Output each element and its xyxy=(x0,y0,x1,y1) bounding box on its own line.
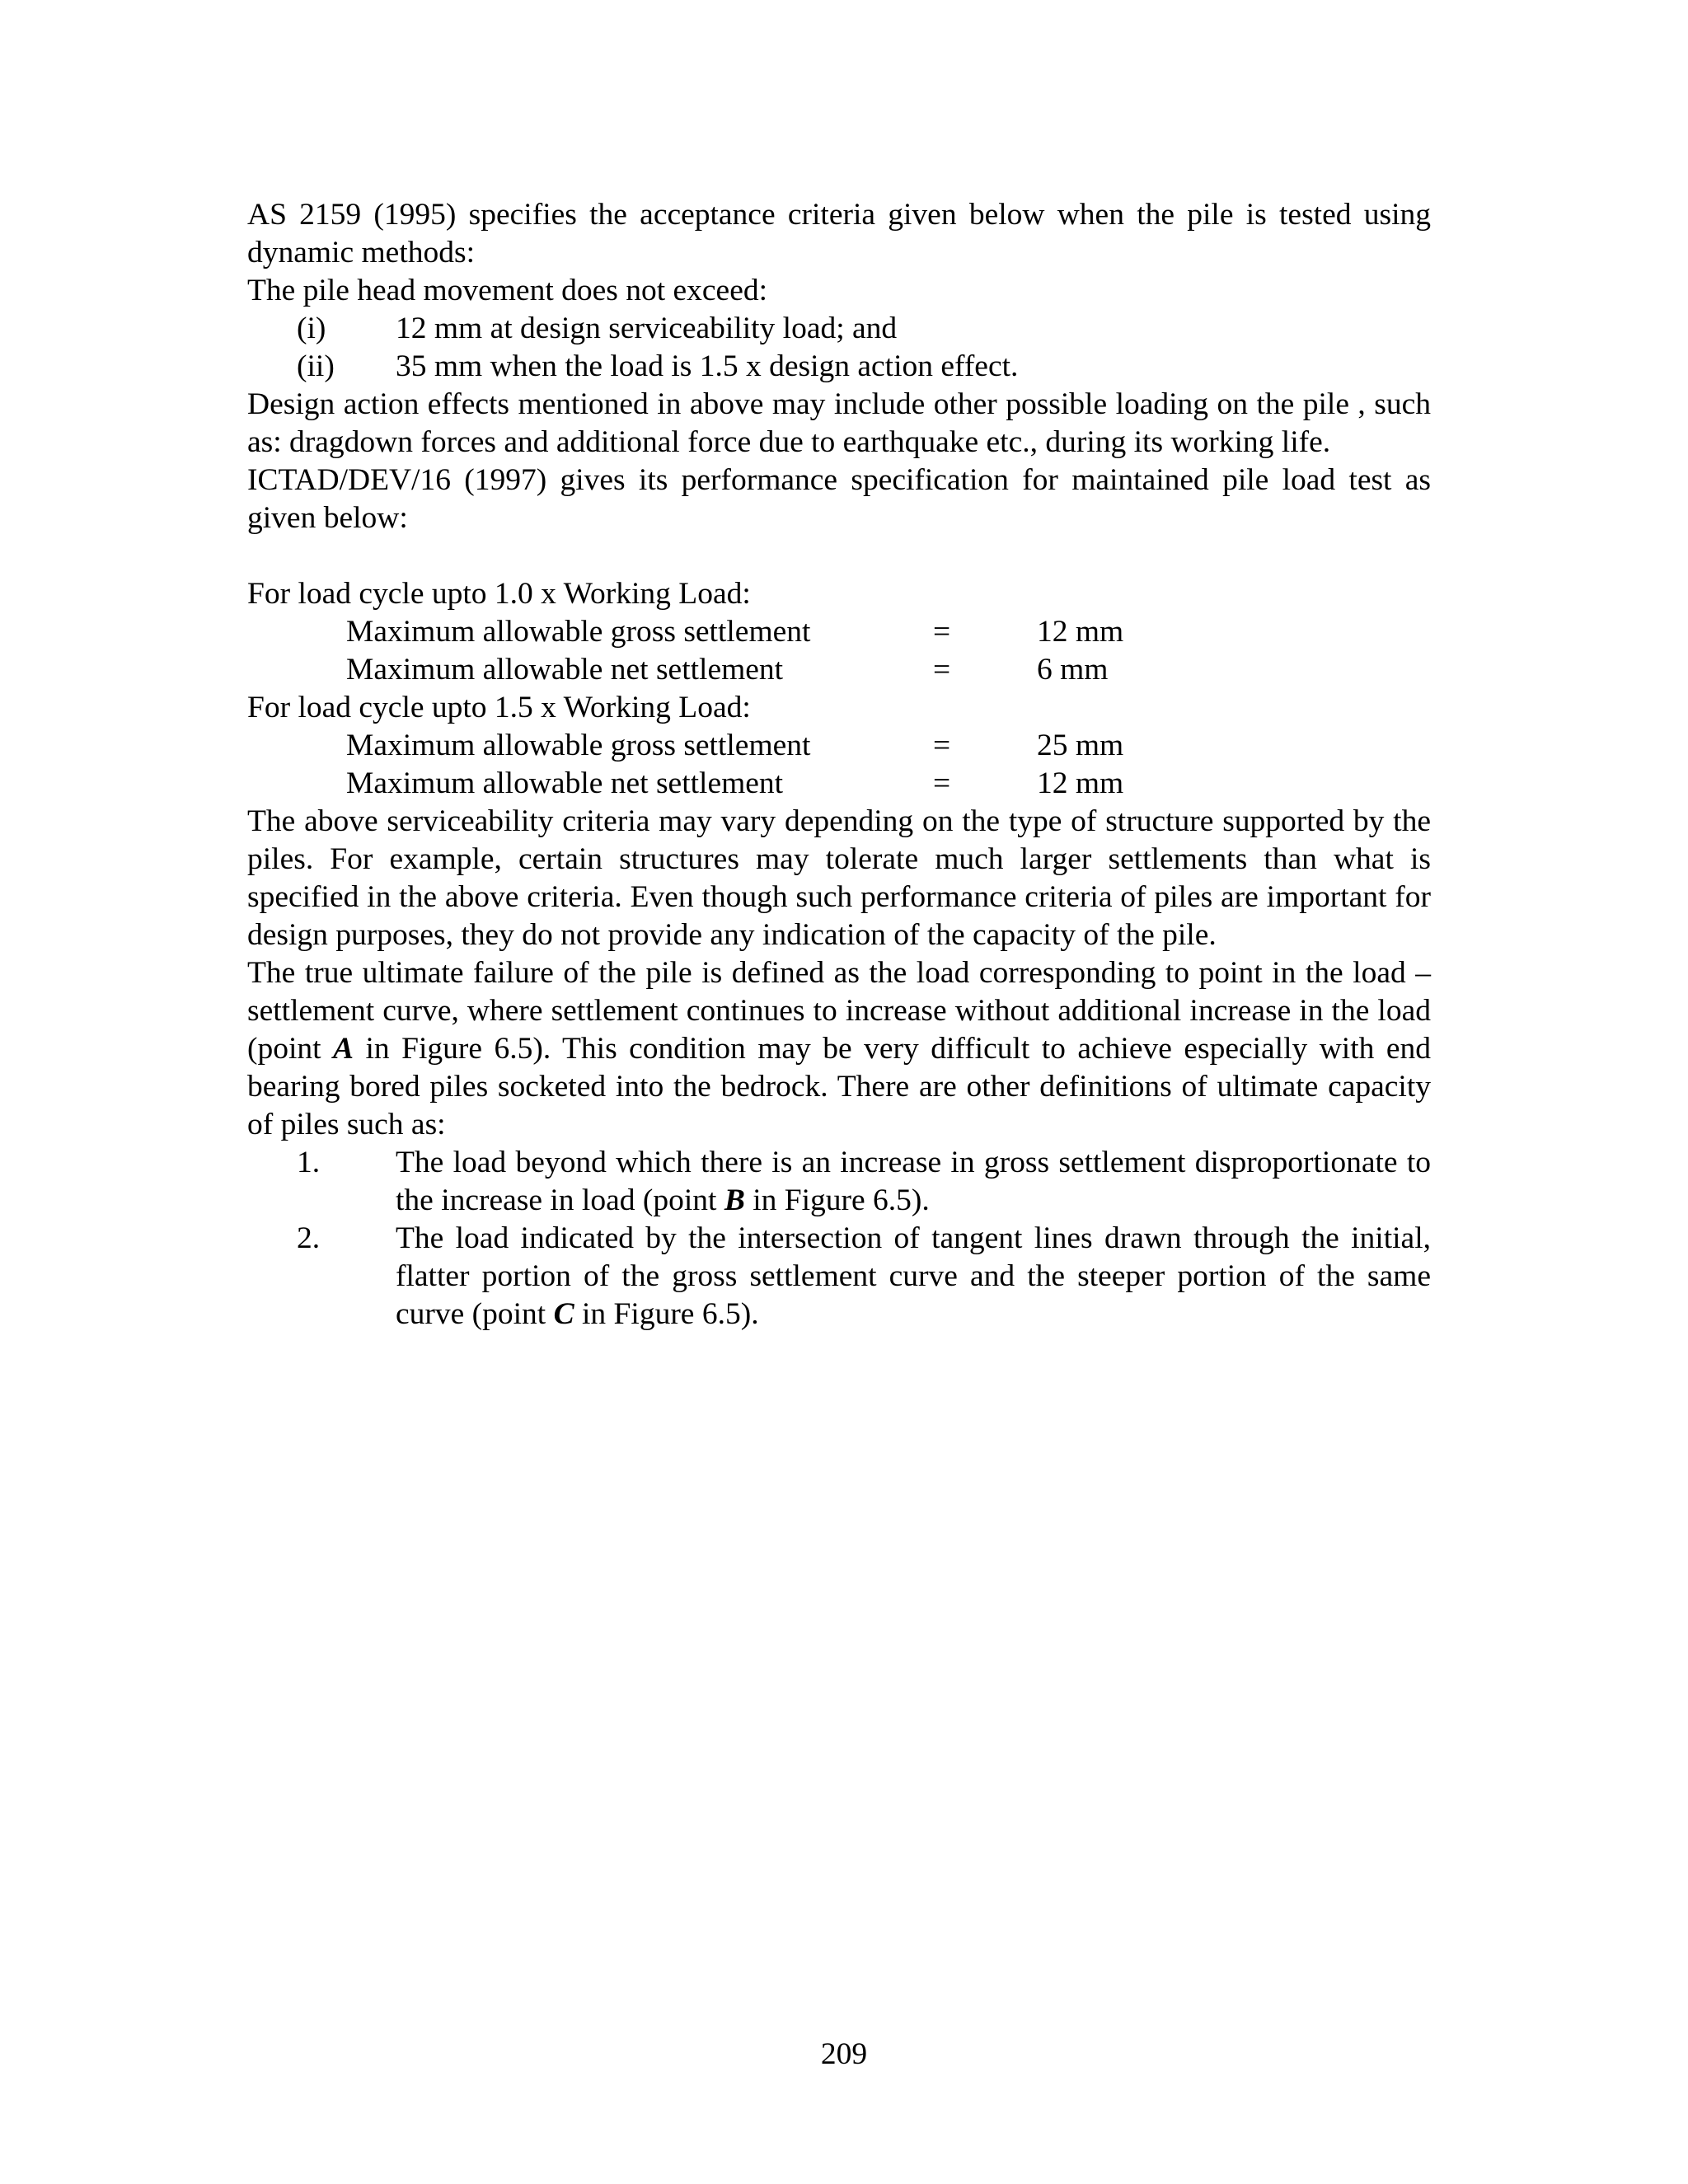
criteria-value: 12 mm xyxy=(1037,766,1124,800)
equals-sign: = xyxy=(933,615,951,649)
criteria-row xyxy=(247,765,1431,803)
movement-lead: The pile head movement does not exceed: xyxy=(247,274,768,307)
definition-text: in Figure 6.5). xyxy=(744,1183,930,1217)
list-number: 2. xyxy=(297,1221,321,1255)
paragraph-text: The true ultimate failure of the pile is defined as the load corresponding to point in the load – settlement curve, where settlement continues to increase without additional increase in the load (point xyxy=(247,956,1431,1066)
movement-item xyxy=(247,348,1431,386)
serviceability-paragraph: The above serviceability criteria may vary depending on the type of structure supported by the piles. For example, certain structures may tolerate much larger settlements than what is specified in the above criteria. Even though such performance criteria of piles are important for design purposes, they do not provide any indication of the capacity of the pile. xyxy=(247,804,1431,952)
criteria-value: 6 mm xyxy=(1037,653,1109,687)
cycle-heading: For load cycle upto 1.0 x Working Load: xyxy=(247,577,751,611)
definition-text: The load indicated by the intersection of tangent lines drawn through the initial, flatter portion of the gross settlement curve and the steeper portion of the same curve (point xyxy=(396,1221,1431,1331)
intro-paragraph: AS 2159 (1995) specifies the acceptance criteria given below when the pile is tested using dynamic methods: xyxy=(247,198,1431,269)
movement-item xyxy=(247,310,1431,348)
definition-text: The load beyond which there is an increase in gross settlement disproportionate to the increase in load (point xyxy=(396,1146,1431,1217)
criteria-value: 12 mm xyxy=(1037,615,1124,649)
point-reference: B xyxy=(724,1183,745,1217)
criteria-label: Maximum allowable net settlement xyxy=(346,653,784,687)
point-reference: A xyxy=(333,1032,354,1066)
ultimate-failure-paragraph xyxy=(247,954,1431,1144)
cycle-heading: For load cycle upto 1.5 x Working Load: xyxy=(247,691,751,724)
point-reference: C xyxy=(553,1297,574,1331)
blank-line xyxy=(247,537,1431,575)
definition-text: in Figure 6.5). xyxy=(574,1297,759,1331)
list-item-text: 35 mm when the load is 1.5 x design action effect. xyxy=(396,349,1019,383)
criteria-label: Maximum allowable net settlement xyxy=(346,766,784,800)
paragraph-text: in Figure 6.5). This condition may be very difficult to achieve especially with end bearing bored piles socketed into the bedrock. There are other definitions of ultimate capacity of piles such as: xyxy=(247,1032,1431,1141)
list-marker: (ii) xyxy=(297,349,335,383)
criteria-row xyxy=(247,651,1431,689)
list-marker: (i) xyxy=(297,312,326,345)
equals-sign: = xyxy=(933,653,951,687)
page-body xyxy=(247,196,1431,1333)
equals-sign: = xyxy=(933,729,951,762)
equals-sign: = xyxy=(933,766,951,800)
ictad-paragraph: ICTAD/DEV/16 (1997) gives its performance specification for maintained pile load test as given below: xyxy=(247,463,1431,535)
criteria-label: Maximum allowable gross settlement xyxy=(346,729,811,762)
design-effects-paragraph: Design action effects mentioned in above may include other possible loading on the pile , such as: dragdown forces and additional force due to earthquake etc., during its working life. xyxy=(247,387,1431,459)
list-number: 1. xyxy=(297,1146,321,1179)
definition-item xyxy=(247,1220,1431,1333)
list-item-text: 12 mm at design serviceability load; and xyxy=(396,312,898,345)
criteria-row xyxy=(247,727,1431,765)
definition-item xyxy=(247,1144,1431,1220)
criteria-value: 25 mm xyxy=(1037,729,1124,762)
criteria-label: Maximum allowable gross settlement xyxy=(346,615,811,649)
criteria-row xyxy=(247,613,1431,651)
page-number: 209 xyxy=(820,2037,868,2071)
